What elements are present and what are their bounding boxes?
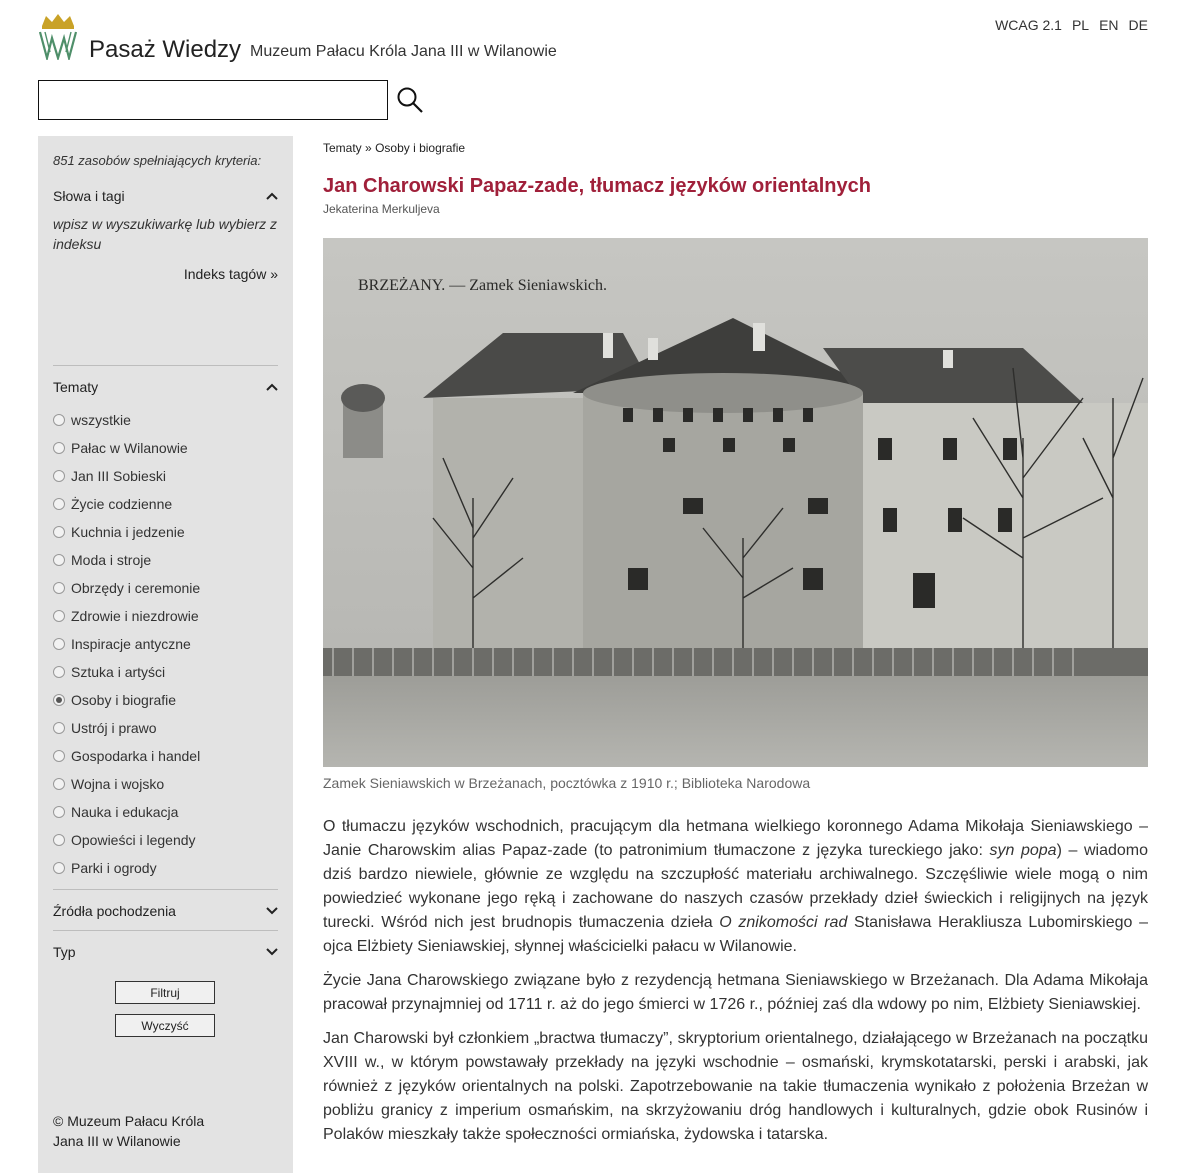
radio-button[interactable] — [53, 806, 65, 818]
filter-sidebar — [38, 136, 293, 1173]
radio-button[interactable] — [53, 834, 65, 846]
emphasis: syn popa — [989, 842, 1057, 859]
search-input[interactable] — [38, 80, 388, 120]
clear-button[interactable]: Wyczyść — [115, 1014, 215, 1037]
radio-button[interactable] — [53, 666, 65, 678]
radio-button[interactable] — [53, 498, 65, 510]
topic-option[interactable]: Opowieści i legendy — [53, 826, 200, 854]
radio-button-selected[interactable] — [53, 694, 65, 706]
article-body — [323, 815, 1148, 1157]
radio-button[interactable] — [53, 750, 65, 762]
topic-option[interactable]: Parki i ogrody — [53, 854, 200, 882]
radio-button[interactable] — [53, 638, 65, 650]
topic-option[interactable]: Gospodarka i handel — [53, 742, 200, 770]
chevron-up-icon — [266, 381, 278, 393]
words-tags-heading: Słowa i tagi — [53, 188, 125, 204]
filter-button[interactable]: Filtruj — [115, 981, 215, 1004]
radio-button[interactable] — [53, 526, 65, 538]
museum-logo-icon[interactable] — [38, 12, 78, 60]
divider — [53, 365, 278, 366]
article-author[interactable]: Jekaterina Merkuljeva — [323, 202, 440, 216]
postcard-inscription: BRZEŻANY. — Zamek Sieniawskich. — [358, 277, 608, 294]
search-icon[interactable] — [396, 86, 424, 114]
topic-option[interactable]: Jan III Sobieski — [53, 462, 200, 490]
paragraph: Życie Jana Charowskiego związane było z rezydencją hetmana Sieniawskiego w Brzeżanach. Dla Adama Mikołaja pracował przynajmniej od 1711 r. aż do jego śmierci w 1726 r., później zaś dla wdowy po nim, Elżbiety Sieniawskiej. — [323, 972, 1148, 1013]
copyright — [53, 1111, 204, 1151]
breadcrumb-current[interactable]: Osoby i biografie — [375, 141, 466, 155]
copyright-line: Jana III w Wilanowie — [53, 1133, 181, 1149]
type-heading: Typ — [53, 944, 76, 960]
topics-toggle[interactable] — [53, 379, 278, 395]
topic-option[interactable]: Nauka i edukacja — [53, 798, 200, 826]
lang-de-link[interactable]: DE — [1128, 17, 1148, 33]
results-count: 851 zasobów spełniających kryteria: — [53, 153, 262, 168]
site-subtitle: Muzeum Pałacu Króla Jana III w Wilanowie — [250, 43, 557, 60]
radio-button[interactable] — [53, 470, 65, 482]
chevron-down-icon — [266, 905, 278, 917]
sources-toggle[interactable] — [53, 903, 278, 919]
lang-pl-link[interactable]: PL — [1071, 17, 1090, 33]
words-tags-hint: wpisz w wyszukiwarkę lub wybierz z indeksu — [53, 216, 278, 252]
sources-heading: Źródła pochodzenia — [53, 903, 176, 919]
topic-option[interactable]: Sztuka i artyści — [53, 658, 200, 686]
topic-option[interactable]: wszystkie — [53, 406, 200, 434]
topic-option[interactable]: Obrzędy i ceremonie — [53, 574, 200, 602]
topic-list — [53, 406, 200, 882]
radio-button[interactable] — [53, 554, 65, 566]
topic-option[interactable]: Kuchnia i jedzenie — [53, 518, 200, 546]
paragraph: O tłumaczu języków wschodnich, pracującym dla hetmana wielkiego koronnego Adama Mikołaja Sieniawskiego – Janie Charowskim alias Papaz-zade (to patronimium tłumaczone z języka tureckiego jako: syn popa) – wiadomo dziś bardzo niewiele, głównie ze względu na szczupłość materiału archiwalnego. Szczęśliwie wiele mogą o nim powiedzieć wykonane jego ręką i zachowane do naszych czasów przekłady dzieł świeckich i religijnych na język turecki. Wśród nich jest brudnopis tłumaczenia dzieła O znikomości rad Stanisława Herakliusza Lubomirskiego – ojca Elżbiety Sieniawskiej, słynnej właścicielki pałacu w Wilanowie. — [323, 818, 1149, 955]
words-tags-toggle[interactable] — [53, 188, 278, 204]
article-title: Jan Charowski Papaz-zade, tłumacz języków orientalnych — [323, 175, 871, 197]
topic-option[interactable]: Ustrój i prawo — [53, 714, 200, 742]
type-toggle[interactable] — [53, 944, 278, 960]
radio-button[interactable] — [53, 414, 65, 426]
topic-option[interactable]: Życie codzienne — [53, 490, 200, 518]
topic-option[interactable]: Pałac w Wilanowie — [53, 434, 200, 462]
emphasis: O znikomości rad — [719, 914, 848, 931]
image-caption: Zamek Sieniawskich w Brzeżanach, pocztówka z 1910 r.; Biblioteka Narodowa — [323, 775, 811, 791]
radio-button[interactable] — [53, 722, 65, 734]
radio-button[interactable] — [53, 442, 65, 454]
topic-option[interactable]: Wojna i wojsko — [53, 770, 200, 798]
radio-button[interactable] — [53, 582, 65, 594]
radio-button[interactable] — [53, 862, 65, 874]
breadcrumb-separator: » — [365, 141, 372, 155]
tag-index-link[interactable]: Indeks tagów » — [183, 266, 278, 282]
divider — [53, 930, 278, 931]
site-title[interactable]: Pasaż Wiedzy — [89, 36, 242, 63]
topic-option-selected[interactable]: Osoby i biografie — [53, 686, 200, 714]
breadcrumb-topics-link[interactable]: Tematy — [323, 141, 362, 155]
radio-button[interactable] — [53, 778, 65, 790]
copyright-line: © Muzeum Pałacu Króla — [53, 1113, 205, 1129]
topic-option[interactable]: Moda i stroje — [53, 546, 200, 574]
top-links — [995, 17, 1148, 33]
topics-heading: Tematy — [53, 379, 99, 395]
lang-en-link[interactable]: EN — [1099, 17, 1119, 33]
paragraph: Jan Charowski był członkiem „bractwa tłumaczy”, skryptorium orientalnego, działającego w Brzeżanach na początku XVIII w., w którym powstawały przekłady na języki wschodnie – osmański, krymskotatarski, perski i arabski, jak również z języków orientalnych na polski. Zapotrzebowanie na takie tłumaczenia wynikało z położenia Brzeżan w pobliżu granicy z imperium osmańskim, na skrzyżowaniu dróg handlowych i kulturalnych, gdzie obok Rusinów i Polaków mieszkały także społeczności ormiańska, żydowska i tatarska. — [323, 1030, 1148, 1143]
topic-option[interactable]: Zdrowie i niezdrowie — [53, 602, 200, 630]
chevron-up-icon — [266, 190, 278, 202]
breadcrumb — [323, 141, 465, 155]
chevron-down-icon — [266, 946, 278, 958]
wcag-link[interactable]: WCAG 2.1 — [995, 17, 1062, 33]
castle-postcard-image[interactable] — [323, 238, 1148, 767]
topic-option[interactable]: Inspiracje antyczne — [53, 630, 200, 658]
divider — [53, 889, 278, 890]
radio-button[interactable] — [53, 610, 65, 622]
